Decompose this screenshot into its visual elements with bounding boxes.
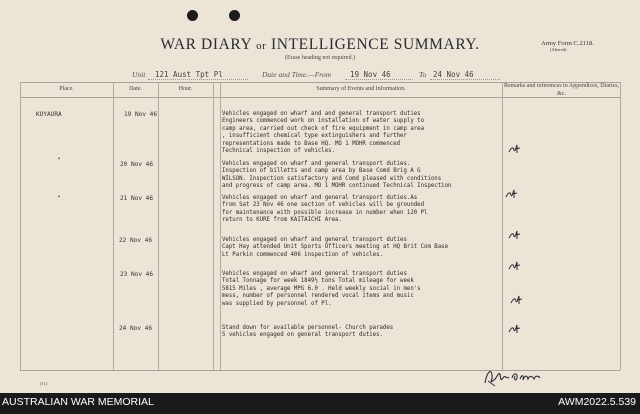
column-divider	[220, 82, 221, 370]
archive-name: AUSTRALIAN WAR MEMORIAL	[2, 396, 154, 408]
entry-date: 21 Nov 46	[120, 195, 154, 202]
unit-dots	[148, 79, 248, 80]
from-date: 19 Nov 46	[350, 70, 391, 79]
col-place: Place.	[59, 86, 74, 92]
entry-date: 23 Nov 46	[120, 271, 154, 278]
form-number: (11)	[40, 381, 48, 386]
handwritten-initial	[508, 260, 522, 272]
punch-hole	[187, 10, 198, 21]
signature	[482, 366, 546, 388]
entry-text: Vehicles engaged on wharf and general transport duties. Inspection of billetts and camp area by Base Comd Brig A G WILSON. Inspection satisfactory and Comd pleased with conditions and progress of camp area. MO 1 MOHR continued Technical Inspection	[222, 161, 452, 190]
column-divider	[113, 82, 114, 370]
datetime-label: Date and Time.—From	[262, 70, 332, 79]
accession-number: AWM2022.5.539	[558, 396, 636, 408]
entry-text: Vehicles engaged on wharf and general transport duties.As from Sat 23 Nov 46 one section of vehicles will be grounded for maintenance with possible increase in number when 120 Pl return to KURE from KAITAICHI Area.	[222, 195, 428, 224]
entry-date: 20 Nov 46	[120, 161, 154, 168]
entry-text: Vehicles engaged on wharf and and general transport duties Engineers commenced work on installation of water supply to camp area, carried out check of fire equipment in camp area , insufficient chemical type extinguishers and further representations made to Base HQ. MO 1 MOHR commenced Technical inspection of vehicles.	[222, 111, 425, 155]
col-remarks: Remarks and references to Appendices, Diaries, &c.	[503, 83, 620, 97]
entry-text: Vehicles engaged on wharf and general transport duties Capt Hay attended Unit Sports Officers meeting at HQ Brit Com Base Lt Parkin commenced 406 inspection of vehicles.	[222, 237, 448, 258]
unit-value: 121 Aust Tpt Pl	[155, 70, 223, 79]
to-dots	[430, 79, 500, 80]
form-reference: Army Form C.2118. (Altered)	[541, 40, 594, 52]
col-summary: Summary of Events and Information.	[316, 86, 406, 92]
column-divider	[502, 82, 503, 370]
handwritten-initial	[505, 188, 519, 200]
col-date: Date.	[129, 86, 142, 92]
archive-caption-bar	[0, 393, 640, 414]
handwritten-initial	[508, 323, 522, 335]
col-hour: Hour.	[178, 86, 193, 92]
handwritten-initial	[510, 294, 524, 306]
entry-date: 22 Nov 46	[119, 237, 153, 244]
entry-date: 24 Nov 46	[119, 325, 153, 332]
handwritten-initial	[508, 143, 522, 155]
page-title: WAR DIARY or INTELLIGENCE SUMMARY.	[160, 36, 480, 53]
table-left-edge	[20, 82, 21, 370]
from-dots	[345, 79, 413, 80]
unit-label: Unit	[132, 70, 146, 79]
entry-date: 19 Nov 46	[124, 111, 158, 118]
page-subtitle: (Erase heading not required.)	[285, 55, 355, 61]
entry-place: KOYAURA	[36, 111, 62, 118]
column-divider	[213, 82, 214, 370]
punch-hole	[229, 10, 240, 21]
entry-text: Stand down for available personnel- Church parades 5 vehicles engaged on general transport duties.	[222, 325, 394, 339]
entry-place: "	[57, 195, 61, 202]
table-right-edge	[620, 82, 621, 370]
to-date: 24 Nov 46	[433, 70, 474, 79]
to-label: To	[419, 70, 427, 79]
entry-text: Vehicles engaged on wharf and general transport duties Total Tonnage for week 1849½ tons Total mileage for week 5815 Miles , average MPG 6.0 . Held weekly social in men's mess, number of personnel rendered vocal items and music was supplied by personnel of Pl.	[222, 271, 421, 307]
handwritten-initial	[508, 229, 522, 241]
column-divider	[158, 82, 159, 370]
entry-place: "	[57, 157, 61, 164]
